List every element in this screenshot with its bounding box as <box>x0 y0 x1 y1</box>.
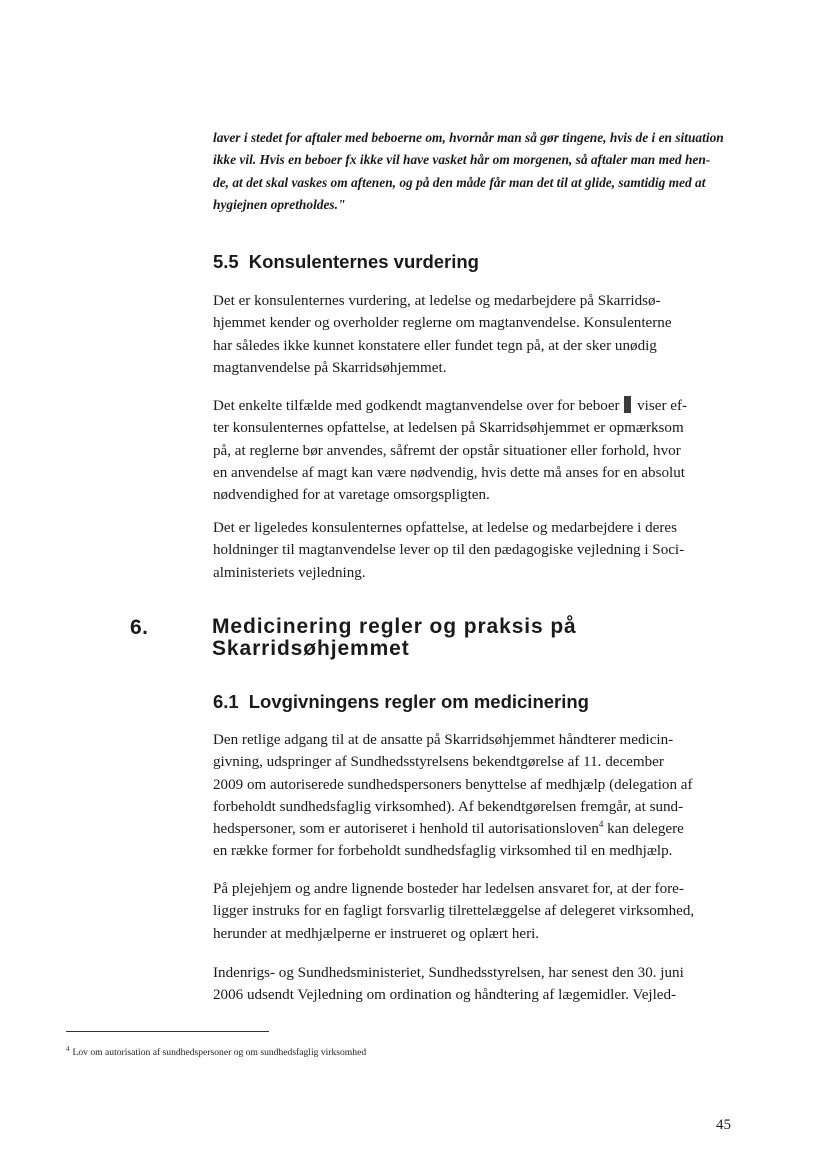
text-line: givning, udspringer af Sundhedsstyrelsens bekendtgørelse af 11. december <box>213 754 664 771</box>
paragraph <box>213 517 753 584</box>
text-line: på, at reglerne bør anvendes, såfremt der opstår situationer eller forhold, hvor <box>213 442 681 459</box>
footnote-marker: 4 <box>66 1044 70 1053</box>
text-line <box>213 395 753 417</box>
text-line: ligger instruks for en fagligt forsvarlig tilrettelæggelse af delegeret virksomhed, <box>213 903 695 920</box>
text-line: en anvendelse af magt kan være nødvendig, hvis dette må anses for en absolut <box>213 464 685 481</box>
page-number: 45 <box>716 1117 731 1133</box>
paragraph <box>213 962 753 1007</box>
text-line: forbeholdt sundhedsfaglig virksomhed). Af bekendtgørelsen fremgår, at sund- <box>213 798 684 815</box>
text-line: alministeriets vejledning. <box>213 564 366 581</box>
paragraph <box>213 395 753 506</box>
text-line: har således ikke kunnet konstatere eller fundet tegn på, at der sker unødig <box>213 337 657 354</box>
text-segment: hedspersoner, som er autoriseret i henhold til autorisationsloven <box>213 821 599 838</box>
section-number: 5.5 <box>213 251 239 272</box>
text-segment: Det enkelte tilfælde med godkendt magtanvendelse over for beboer <box>213 398 620 414</box>
text-line: nødvendighed for at varetage omsorgspligten. <box>213 487 490 504</box>
footnote-divider <box>66 1031 269 1032</box>
text-line: Indenrigs- og Sundhedsministeriet, Sundhedsstyrelsen, har senest den 30. juni <box>213 965 684 981</box>
footnote <box>66 1046 366 1060</box>
paragraph <box>213 729 753 863</box>
text-line: 2006 udsendt Vejledning om ordination og håndtering af lægemidler. Vejled- <box>213 987 677 1004</box>
section-heading-6-1 <box>213 691 589 713</box>
chapter-title-line: Medicinering regler og praksis på <box>212 615 577 638</box>
chapter-number: 6. <box>130 616 149 639</box>
quote-line: de, at det skal vaskes om aftenen, og på den måde får man det til at glide, samtidig med at <box>213 174 706 190</box>
text-line <box>213 818 753 840</box>
redaction-mark <box>624 396 631 413</box>
text-line: 2009 om autoriserede sundhedspersoners benyttelse af medhjælp (delegation af <box>213 776 693 793</box>
text-line: Det er konsulenternes vurdering, at ledelse og medarbejdere på Skarridsø- <box>213 293 661 309</box>
paragraph <box>213 290 753 379</box>
text-line: holdninger til magtanvendelse lever op til den pædagogiske vejledning i Soci- <box>213 542 685 559</box>
text-line: ter konsulenternes opfattelse, at ledelsen på Skarridsøhjemmet er opmærksom <box>213 420 684 437</box>
quote-line: ikke vil. Hvis en beboer fx ikke vil have vasket hår om morgenen, så aftaler man med hen- <box>213 152 711 168</box>
quote-block <box>213 127 743 216</box>
section-heading-5-5 <box>213 251 479 273</box>
footnote-text: Lov om autorisation af sundhedspersoner og om sundhedsfaglig virksomhed <box>72 1047 367 1058</box>
text-line: herunder at medhjælperne er instrueret og oplært heri. <box>213 925 540 942</box>
text-line: en række former for forbeholdt sundhedsfaglig virksomhed til en medhjælp. <box>213 843 673 860</box>
chapter-title <box>212 616 752 660</box>
section-title: Konsulenternes vurdering <box>248 251 479 272</box>
text-line: På plejehjem og andre lignende bosteder har ledelsen ansvaret for, at der fore- <box>213 881 684 897</box>
text-line: magtanvendelse på Skarridsøhjemmet. <box>213 359 447 376</box>
footnote-reference: 4 <box>598 819 604 830</box>
text-line: hjemmet kender og overholder reglerne om magtanvendelse. Konsulenterne <box>213 315 672 332</box>
section-number: 6.1 <box>213 691 239 712</box>
quote-line: hygiejnen opretholdes." <box>213 196 346 212</box>
text-line: Det er ligeledes konsulenternes opfattelse, at ledelse og medarbejdere i deres <box>213 520 677 536</box>
section-title: Lovgivningens regler om medicinering <box>248 691 589 712</box>
text-segment: viser ef- <box>637 398 687 414</box>
text-segment: kan delegere <box>603 821 684 838</box>
chapter-title-line: Skarridsøhjemmet <box>212 637 410 660</box>
paragraph <box>213 878 753 945</box>
text-line: Den retlige adgang til at de ansatte på Skarridsøhjemmet håndterer medicin- <box>213 732 674 748</box>
quote-line: laver i stedet for aftaler med beboerne om, hvornår man så gør tingene, hvis de i en situation <box>213 130 724 145</box>
